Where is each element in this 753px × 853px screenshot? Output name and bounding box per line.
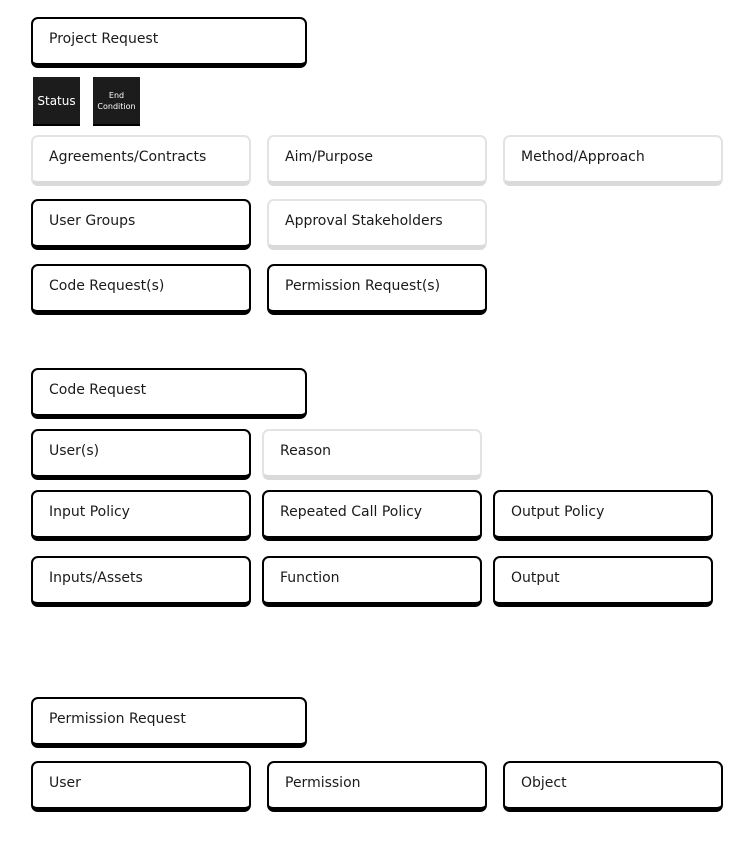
function-card: Function <box>262 556 482 607</box>
aim-purpose-card: Aim/Purpose <box>267 135 487 186</box>
repeated-call-policy-card: Repeated Call Policy <box>262 490 482 541</box>
agreements-contracts-card: Agreements/Contracts <box>31 135 251 186</box>
reason-card: Reason <box>262 429 482 480</box>
method-approach-card: Method/Approach <box>503 135 723 186</box>
end-condition-tag: End Condition <box>93 77 140 126</box>
output-card: Output <box>493 556 713 607</box>
permission-requests-card: Permission Request(s) <box>267 264 487 315</box>
input-policy-card: Input Policy <box>31 490 251 541</box>
user-groups-card: User Groups <box>31 199 251 250</box>
permission-card: Permission <box>267 761 487 812</box>
permission-request-header: Permission Request <box>31 697 307 748</box>
inputs-assets-card: Inputs/Assets <box>31 556 251 607</box>
object-card: Object <box>503 761 723 812</box>
code-requests-card: Code Request(s) <box>31 264 251 315</box>
status-tag: Status <box>33 77 80 126</box>
user-card: User <box>31 761 251 812</box>
approval-stakeholders-card: Approval Stakeholders <box>267 199 487 250</box>
output-policy-card: Output Policy <box>493 490 713 541</box>
code-request-header: Code Request <box>31 368 307 419</box>
users-card: User(s) <box>31 429 251 480</box>
project-request-header: Project Request <box>31 17 307 68</box>
